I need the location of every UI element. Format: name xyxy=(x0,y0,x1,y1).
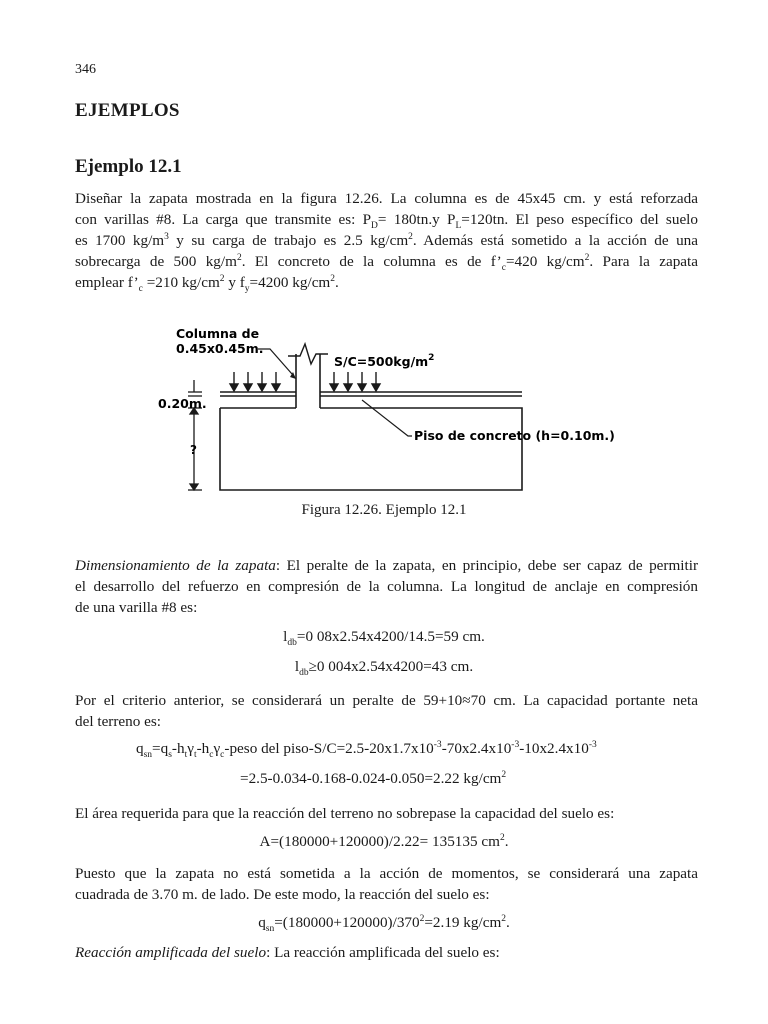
react-line: Reacción amplificada del suelo: La reacción amplificada del suelo es: xyxy=(75,944,500,961)
surcharge-arrows-left xyxy=(230,372,280,391)
equation-anchorage-2: $l_{db}\ge 0$ 004x2.54x4200=43 cm. xyxy=(294,658,474,679)
dim-line-2: el desarrollo del refuerzo en compresión de la columna. La longitud de anclaje en compresión xyxy=(75,578,698,595)
equation-area: A=(180000+120000)/2.22= 135135 $cm^2$. xyxy=(259,832,509,850)
square-line-1: Puesto que la zapata no está sometida a la acción de momentos, se considerará una zapata xyxy=(75,865,698,882)
surcharge-arrows-right xyxy=(330,372,380,391)
intro-paragraph xyxy=(75,188,698,293)
area-paragraph xyxy=(75,803,698,824)
amplified-reaction-paragraph xyxy=(75,942,698,963)
criterion-paragraph xyxy=(75,690,698,732)
example-title: Ejemplo 12.1 xyxy=(75,156,182,177)
crit-line-1: Por el criterio anterior, se considerará un peralte de 59+10≈70 cm. La capacidad portante neta xyxy=(75,692,698,709)
crit-line-2: del terreno es: xyxy=(75,713,162,730)
intro-line-2: con varillas #8. La carga que transmite es: $P_D= 180tn.y$ $P_L=120tn$. El peso específico del suelo xyxy=(75,211,698,232)
equation-anchorage-1: $l_{db}=0$ 08x2.54x4200/14.5=59 cm. xyxy=(283,628,485,649)
column-label-line-1: Columna de xyxy=(176,326,260,341)
equation-net-capacity: $q_{sn}=q_s-h_t\gamma_t-h_c\gamma_c$-peso del piso-$S/C=2.5-20x1.7x10^{-3}-70x2.4x10^{-3}-10x2.4x10^{-3}$ xyxy=(136,739,597,761)
footing-outline xyxy=(220,408,522,490)
floor-thickness-dimension xyxy=(188,380,202,396)
square-line-2: cuadrada de 3.70 m. de lado. De este modo, la reacción del suelo es: xyxy=(75,886,490,903)
depth-unknown-label: ? xyxy=(190,443,197,457)
react-heading: Reacción amplificada del suelo xyxy=(75,944,267,961)
intro-line-5: emplear $f’_c =210$ $kg/cm^2$ y $f_y=4200$ $kg/cm^2$. xyxy=(75,273,339,295)
floor-label: Piso de concreto (h=0.10m.) xyxy=(414,428,615,443)
equation-net-capacity-result: =2.5-0.034-0.168-0.024-0.050=2.22 $kg/cm^2$ xyxy=(240,769,507,787)
dimensioning-paragraph xyxy=(75,555,698,618)
floor-label-leader xyxy=(362,400,412,436)
intro-line-1: Diseñar la zapata mostrada en la figura 12.26. La columna es de 45x45 cm. y está reforzada xyxy=(75,190,698,207)
section-title: EJEMPLOS xyxy=(75,100,180,121)
intro-line-4: sobrecarga de 500 $kg/m^2$. El concreto de la columna es de $f’_c=420$ $kg/cm^2$. Para la zapata xyxy=(75,252,698,274)
footing-figure xyxy=(150,322,620,504)
square-footing-paragraph xyxy=(75,863,698,905)
area-line: El área requerida para que la reacción del terreno no sobrepase la capacidad del suelo es: xyxy=(75,805,615,822)
column-break-mark xyxy=(288,344,328,364)
equation-soil-reaction: $q_{sn}=(180000+120000)/370^2=2.19$ $kg/cm^2$. xyxy=(258,913,510,935)
intro-line-3: es 1700 $kg/m^3$ y su carga de trabajo es 2.5 $kg/cm^2$. Además está sometido a la acción de una xyxy=(75,231,699,249)
dim-line-3: de una varilla #8 es: xyxy=(75,599,198,616)
surcharge-label: $S/C=500kg/m^2$ xyxy=(334,353,435,369)
page-number: 346 xyxy=(75,62,96,77)
floor-thickness-label: 0.20m. xyxy=(158,396,207,411)
column-label-line-2: 0.45x0.45m. xyxy=(176,341,264,356)
dim-line-1: Dimensionamiento de la zapata: El peralte de la zapata, en principio, debe ser capaz de permitir xyxy=(75,557,698,574)
dim-heading: Dimensionamiento de la zapata xyxy=(75,557,276,574)
figure-caption: Figura 12.26. Ejemplo 12.1 xyxy=(301,502,467,518)
